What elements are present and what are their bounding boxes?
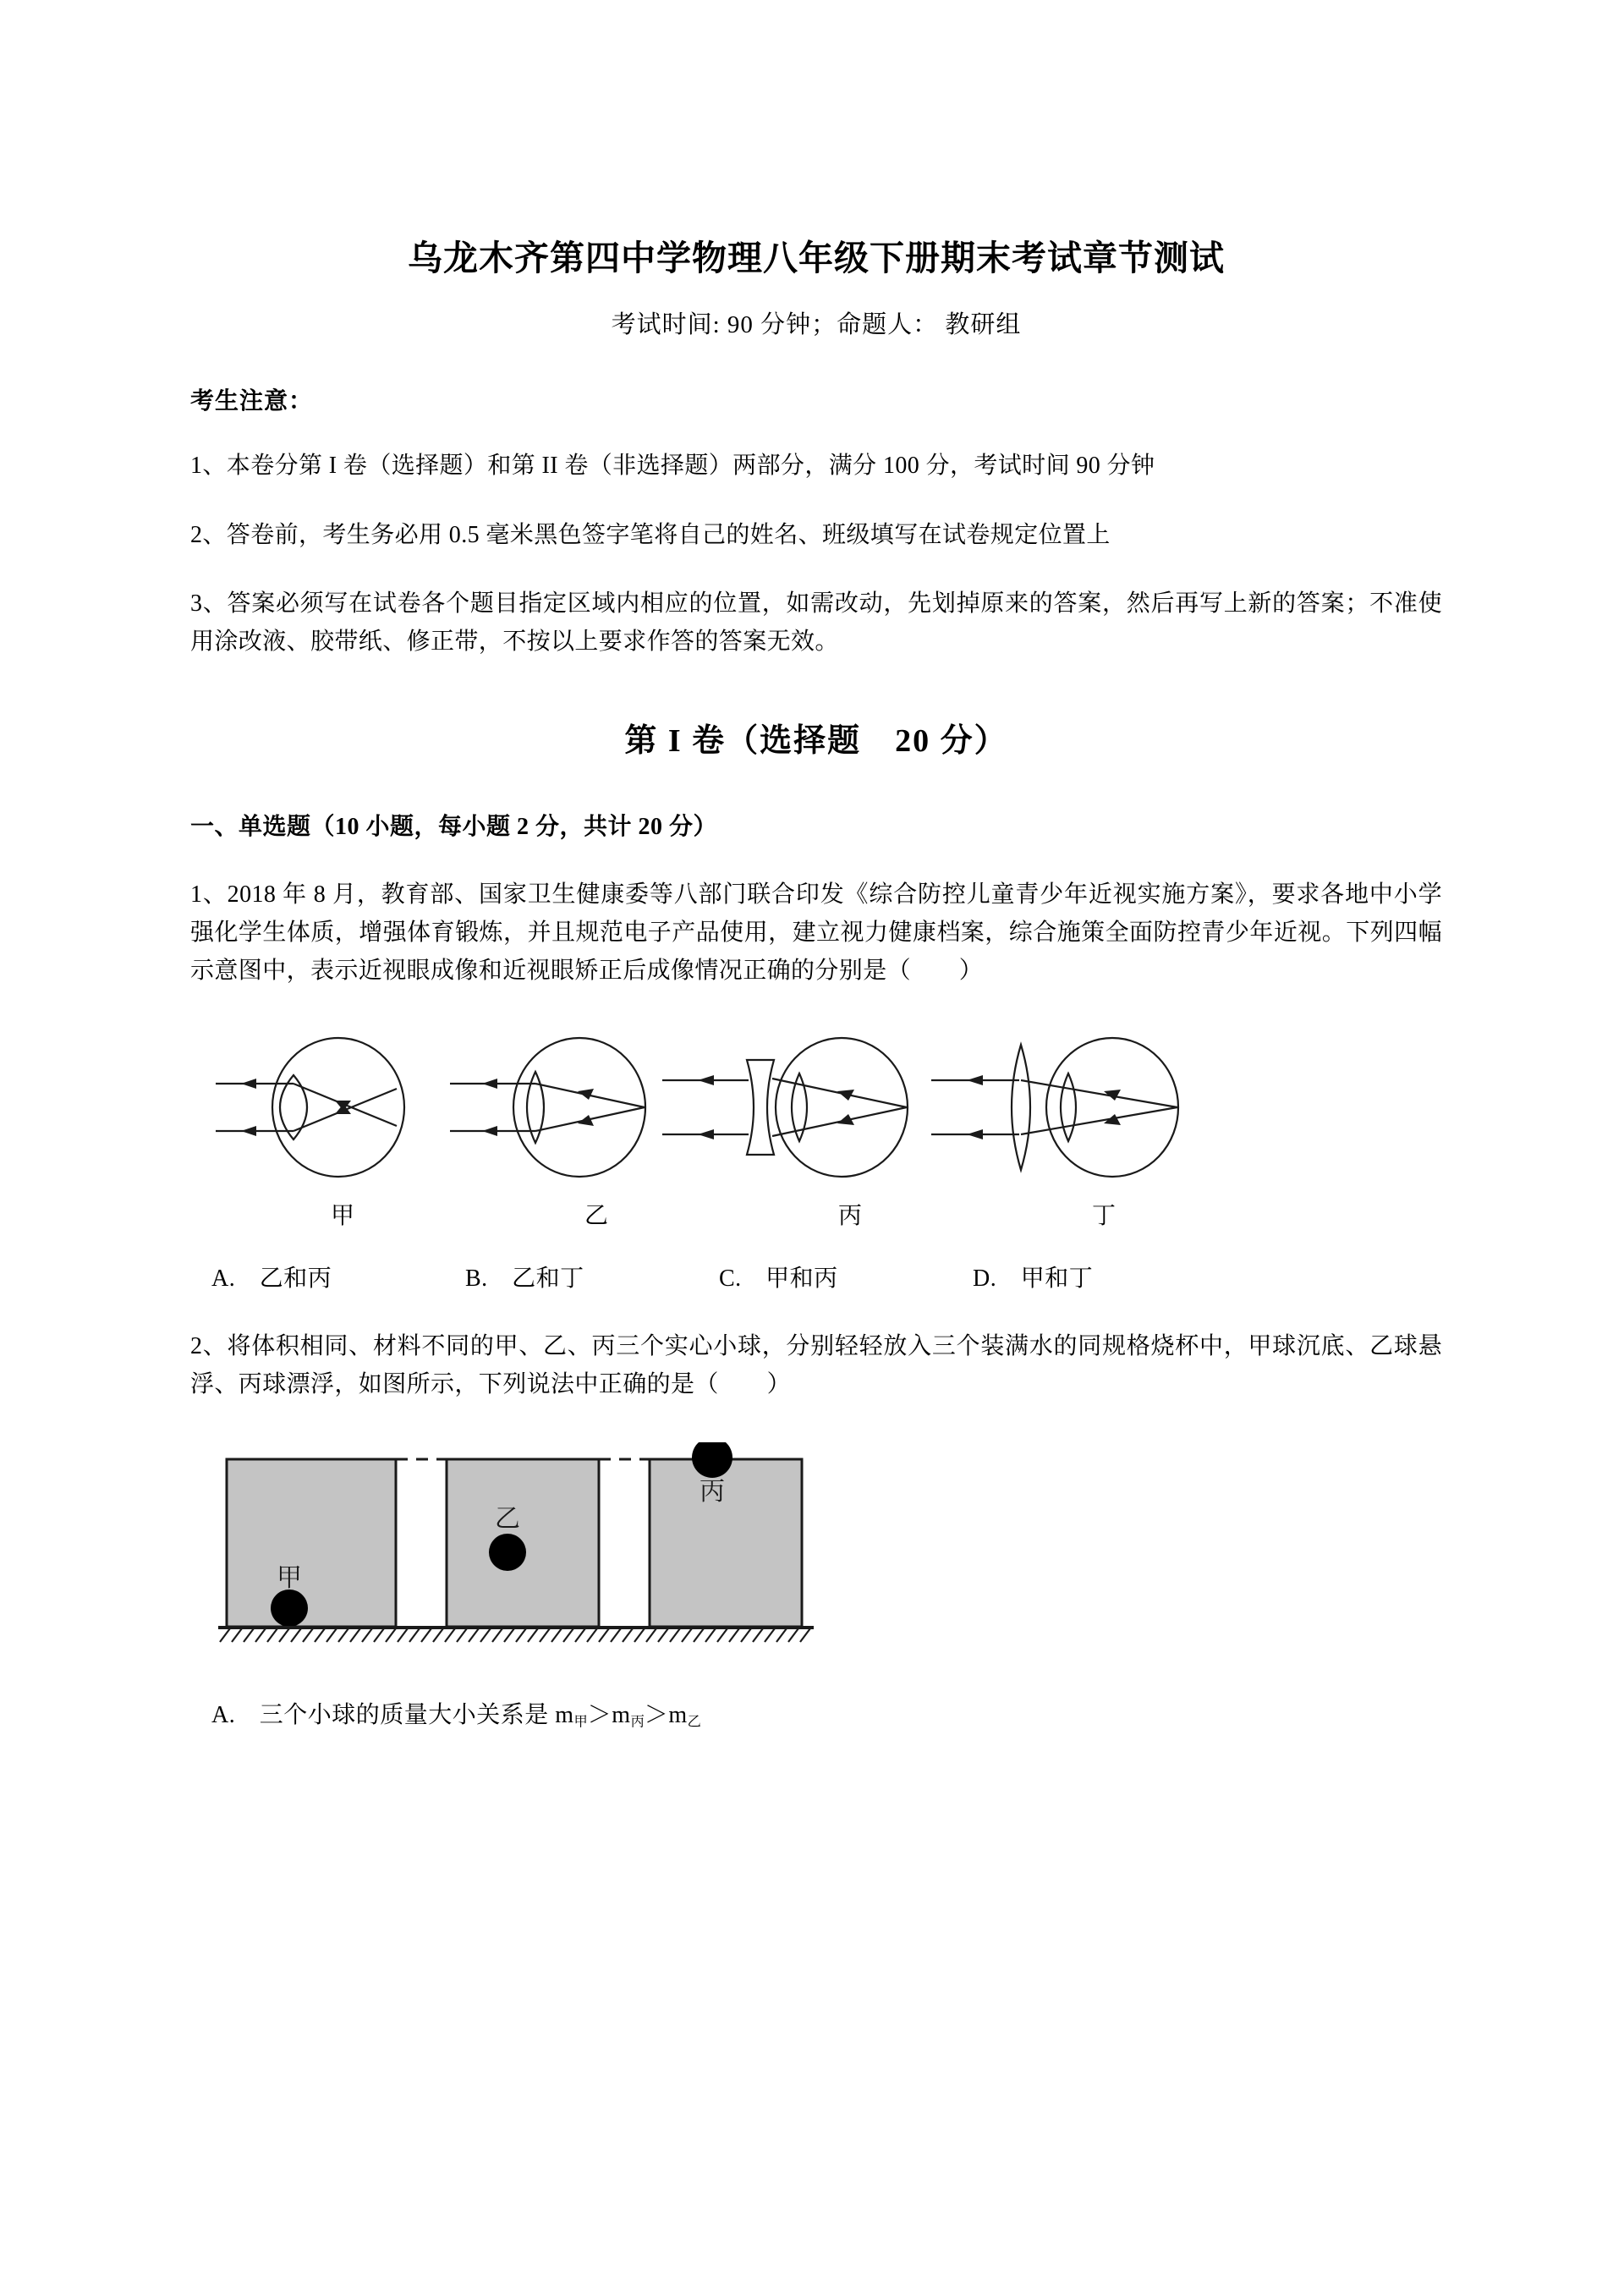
question-1-option-a[interactable]: A. 乙和丙 — [211, 1265, 332, 1292]
question-1-option-b[interactable]: B. 乙和丁 — [465, 1265, 584, 1292]
beaker-bing — [650, 1442, 802, 1627]
eye-diagrams-svg — [216, 1023, 1298, 1192]
m-subscript-1: 甲 — [573, 1715, 588, 1731]
beaker-yi — [447, 1459, 599, 1627]
eye-label-yi: 乙 — [584, 1202, 608, 1229]
m-symbol-3: m — [668, 1702, 688, 1729]
question-1-text: 1、2018 年 8 月，教育部、国家卫生健康委等八部门联合印发《综合防控儿童青少年近视实施方案》，要求各地中小学强化学生体质，增强体育锻炼，并且规范电子产品使用，建立视力健康档案，综合施策全面防控青少年近视。下列四幅示意图中，表示近视眼成像和近视眼矫正后成像情况正确的分别是（ ） — [190, 881, 1442, 985]
beaker-label-jia: 甲 — [277, 1564, 302, 1593]
question-1-figure-eye-diagrams — [190, 991, 1442, 1192]
eye-label-bing: 丙 — [837, 1202, 862, 1229]
page-title: 乌龙木齐第四中学物理八年级下册期末考试章节测试 — [408, 239, 1225, 277]
question-1-option-c[interactable]: C. 甲和丙 — [719, 1265, 838, 1292]
notice-heading: 考生注意： — [190, 388, 314, 415]
question-1-options — [190, 1231, 1442, 1293]
m-subscript-2: 丙 — [630, 1715, 645, 1731]
gt-symbol-1: ＞ — [587, 1702, 612, 1729]
ground-hatching — [220, 1628, 810, 1642]
question-2-option-a[interactable] — [190, 1662, 1442, 1731]
eye-diagram-ding — [931, 1038, 1178, 1177]
ball-jia — [271, 1589, 308, 1627]
ball-yi — [489, 1534, 526, 1571]
notice-item-2: 2、答卷前，考生务必用 0.5 毫米黑色签字笔将自己的姓名、班级填写在试卷规定位置上 — [190, 521, 1111, 548]
section-title-single-choice: 一、单选题（10 小题，每小题 2 分，共计 20 分） — [190, 813, 718, 840]
eye-label-jia: 甲 — [330, 1202, 354, 1229]
beakers-svg — [211, 1442, 837, 1662]
eye-diagram-bing — [662, 1038, 908, 1177]
question-2-text: 2、将体积相同、材料不同的甲、乙、丙三个实心小球，分别轻轻放入三个装满水的同规格烧杯中，甲球沉底、乙球悬浮、丙球漂浮，如图所示，下列说法中正确的是（ ） — [190, 1332, 1442, 1398]
gt-symbol-2: ＞ — [644, 1702, 669, 1729]
beaker-label-bing: 丙 — [700, 1478, 725, 1507]
mass-expression — [555, 1702, 701, 1731]
beaker-label-yi: 乙 — [495, 1505, 520, 1534]
m-symbol-2: m — [612, 1702, 631, 1729]
notice-item-1: 1、本卷分第 I 卷（选择题）和第 II 卷（非选择题）两部分，满分 100 分，考试时间 90 分钟 — [190, 453, 1155, 480]
part-one-title: 第 I 卷（选择题 20 分） — [624, 722, 1008, 759]
question-2-figure-beakers — [190, 1403, 1442, 1662]
question-1-figure-labels — [190, 1192, 1442, 1231]
question-1-option-d[interactable]: D. 甲和丁 — [973, 1265, 1094, 1292]
m-symbol-1: m — [555, 1702, 574, 1729]
eye-diagram-jia — [216, 1038, 404, 1177]
page-content — [190, 0, 1442, 1731]
m-subscript-3: 乙 — [687, 1715, 701, 1731]
exam-subtitle: 考试时间: 90 分钟；命题人： 教研组 — [611, 311, 1022, 339]
question-2-option-a-prefix: A. 三个小球的质量大小关系是 — [211, 1702, 556, 1729]
eye-label-ding: 丁 — [1091, 1202, 1116, 1229]
beaker-jia — [227, 1459, 396, 1627]
notice-item-3: 3、答案必须写在试卷各个题目指定区域内相应的位置，如需改动，先划掉原来的答案，然后再写上新的答案；不准使用涂改液、胶带纸、修正带，不按以上要求作答的答案无效。 — [190, 590, 1442, 656]
eye-diagram-yi — [450, 1038, 645, 1177]
